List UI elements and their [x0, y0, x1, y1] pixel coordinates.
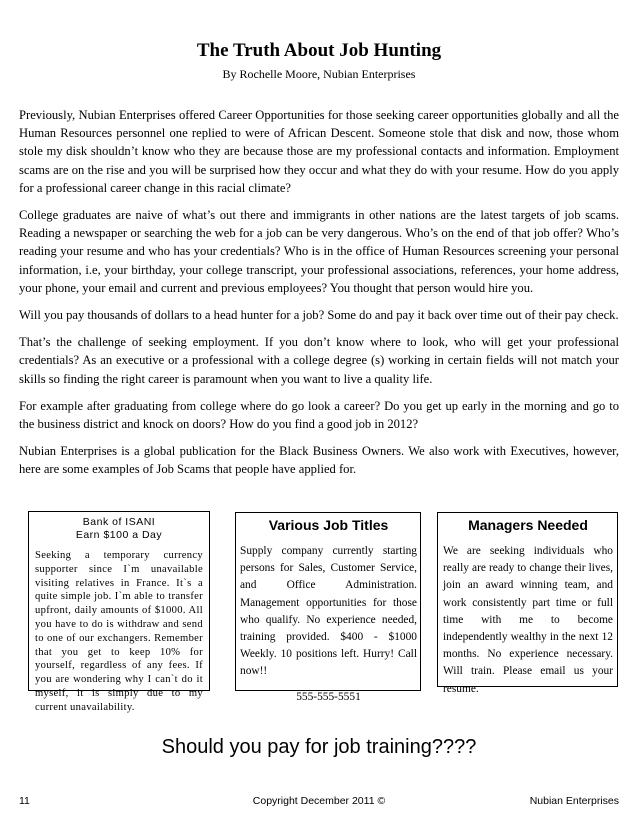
paragraph: That’s the challenge of seeking employment. If you don’t know where to look, who will get your professional credentials? As an executive or a professional with a college degree (s) working in certain fields will not match your skills so finding the right career is paramount when you want to live a quality life.	[19, 335, 619, 386]
paragraph: Will you pay thousands of dollars to a head hunter for a job? Some do and pay it back over time out of their pay check.	[19, 308, 619, 323]
paragraph: For example after graduating from college where do go look a career? Do you get up early in the morning and go to the business district and knock on doors? How do you find a good job in 2012?	[19, 398, 619, 432]
footer-page-number: 11	[19, 795, 30, 807]
box-heading: Various Job Titles	[268, 517, 389, 533]
various-job-titles-ad-box	[235, 512, 421, 703]
box-heading-line: Earn $100 a Day	[75, 529, 163, 541]
box-heading: Managers Needed	[468, 517, 588, 533]
article-title: The Truth About Job Hunting	[196, 40, 442, 61]
phone-number: 555-555-5551	[296, 690, 361, 703]
closing-question: Should you pay for job training????	[161, 736, 477, 758]
paragraph: Previously, Nubian Enterprises offered Career Opportunities for those seeking career opportunities globally and all the Human Resources personnel one replied to were of African Descent. Someone stole that disk and now, those whom stole my disk shouldn’t know who they are because those are my professional contacts and information. Employment scams are on the rise and you will be surprised how they occur and what they do with your resume. How do you apply for a professional career change in this racial climate?	[19, 108, 619, 195]
footer-publisher: Nubian Enterprises	[529, 795, 619, 807]
box-text: We are seeking individuals who really are ready to change their lives, join an award winning team, and work consistently part time or full time with me to become independently wealthy in the next 12 months. No experience necessary. Will train. Please email us your resume.	[443, 545, 613, 695]
managers-needed-ad-box	[437, 512, 618, 695]
box-heading	[35, 516, 203, 542]
box-text: Supply company currently starting persons for Sales, Customer Service, and Office Administration. Management opportunities for those who qualify. No experience needed, training provided. $400 - $1000 Weekly. 10 positions left. Hurry! Call now!!	[240, 545, 417, 678]
article-byline: By Rochelle Moore, Nubian Enterprises	[222, 67, 416, 81]
box-text: Seeking a temporary currency supporter since I`m unavailable visiting relatives in France. It`s a quite simple job. I`m able to transfer upfront, daily amounts of $1000. All you have to do is withdraw and send to one of our exchangers. Remember that you get to keep 10% for yourself, regardless of any fees. If you are wondering why I can`t do it myself, it is simply due to my current unavailability.	[35, 550, 203, 713]
article-body	[19, 106, 619, 488]
footer-copyright: Copyright December 2011 ©	[252, 795, 386, 807]
bank-of-isani-ad-box	[28, 511, 210, 713]
paragraph: Nubian Enterprises is a global publication for the Black Business Owners. We also work with Executives, however, here are some examples of Job Scams that people have applied for.	[19, 444, 619, 477]
box-heading-line: Bank of ISANI	[82, 516, 156, 528]
paragraph: College graduates are naive of what’s out there and immigrants in other nations are the latest targets of job scams. Reading a newspaper or searching the web for a job can be very dangerous. Who’s on the end of that job offer? Who’s reading your resume and who has your credentials? Who is in the office of Human Resources screening your personal information, i.e, your birthday, your college transcript, your professional associations, references, your home address, your phone, your email and current and previous employees? You thought that person would hire you.	[19, 208, 619, 295]
